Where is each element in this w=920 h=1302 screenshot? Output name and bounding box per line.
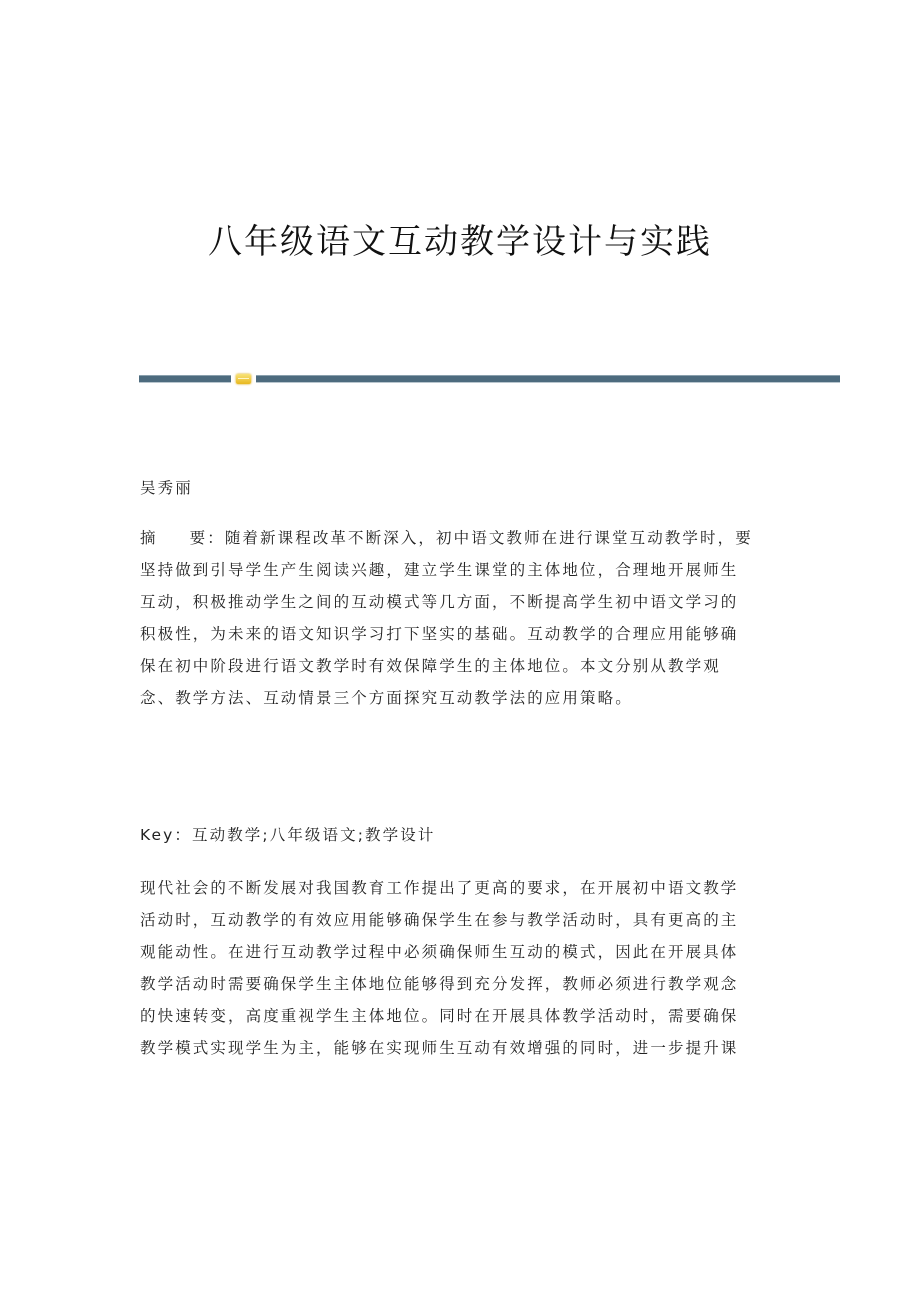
- body-line: 的快速转变，高度重视学生主体地位。同时在开展具体教学活动时，需要确保: [140, 1007, 739, 1025]
- body-line: 教学活动时需要确保学生主体地位能够得到充分发挥，教师必须进行教学观念: [140, 975, 739, 993]
- abstract: [140, 522, 790, 714]
- abstract-label-first: 摘: [140, 529, 158, 547]
- abstract-line: 坚持做到引导学生产生阅读兴趣，建立学生课堂的主体地位，合理地开展师生: [140, 561, 739, 579]
- abstract-line: 积极性，为未来的语文知识学习打下坚实的基础。互动教学的合理应用能够确: [140, 625, 739, 643]
- body-line: 教学模式实现学生为主，能够在实现师生互动有效增强的同时，进一步提升课: [140, 1039, 739, 1057]
- title-divider-right: [256, 375, 840, 383]
- abstract-line: 保在初中阶段进行语文教学时有效保障学生的主体地位。本文分别从教学观: [140, 657, 721, 675]
- abstract-line: 互动，积极推动学生之间的互动模式等几方面，不断提高学生初中语文学习的: [140, 593, 739, 611]
- body-line: 现代社会的不断发展对我国教育工作提出了更高的要求，在开展初中语文教学: [140, 879, 739, 897]
- body-line: 观能动性。在进行互动教学过程中必须确保师生互动的模式，因此在开展具体: [140, 943, 739, 961]
- abstract-label-second: 要：: [189, 529, 225, 547]
- title-divider-left: [139, 375, 231, 383]
- body-line: 活动时，互动教学的有效应用能够确保学生在参与教学活动时，具有更高的主: [140, 911, 739, 929]
- body-paragraph: [140, 872, 790, 1064]
- divider-ornament-icon: [236, 374, 251, 384]
- abstract-line: [140, 522, 790, 554]
- abstract-line: 念、教学方法、互动情景三个方面探究互动教学法的应用策略。: [140, 689, 633, 707]
- abstract-text: 随着新课程改革不断深入，初中语文教师在进行课堂互动教学时，要: [224, 529, 753, 547]
- document-title: 八年级语文互动教学设计与实践: [208, 222, 712, 262]
- keywords: Key：互动教学;八年级语文;教学设计: [140, 826, 436, 844]
- author-name: 吴秀丽: [140, 479, 193, 497]
